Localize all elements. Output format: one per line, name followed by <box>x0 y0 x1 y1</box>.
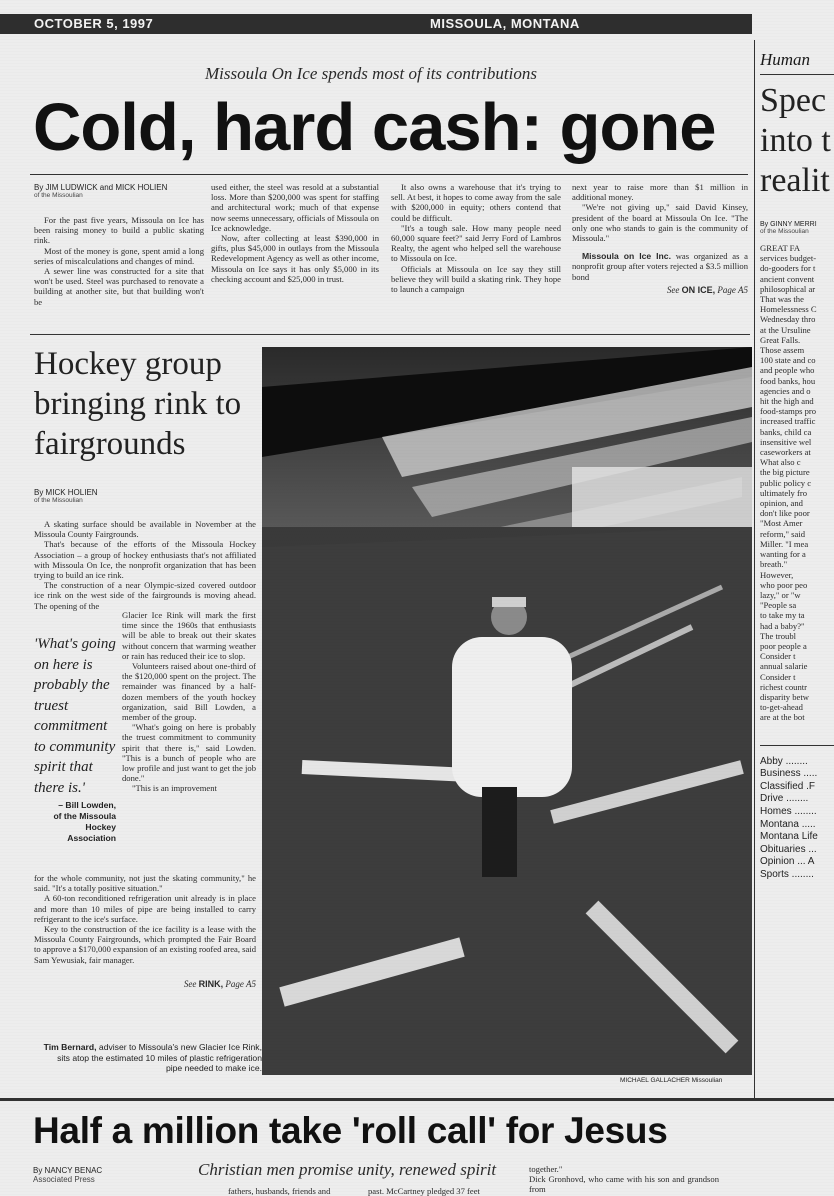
index-item: Sports ........ <box>760 868 814 880</box>
paragraph-rest: was organized as a nonprofit group after voters rejected a $3.5 million bond <box>572 251 749 282</box>
index-item: Homes ........ <box>760 805 817 817</box>
sidebar-text-line: Miller. "I mea <box>760 538 809 549</box>
sidebar-text-line: do-gooders for t <box>760 263 816 274</box>
sidebar-section-label: Human <box>760 50 811 69</box>
paragraph: "What's going on here is probably the truest commitment to community spirit that there is," said Lowden. "This is a bunch of people who are low profile and just want to get the job done." <box>122 722 256 784</box>
paragraph: next year to raise more than $1 million in additional money. <box>572 182 748 203</box>
sidebar-text-line: food banks, hou <box>760 375 816 386</box>
sidebar-text-line: lazy," or "w <box>760 589 801 600</box>
sidebar-column <box>760 50 834 1100</box>
sidebar-text-line: Homelessness C <box>760 304 817 315</box>
sidebar-text-line: That was the <box>760 294 804 305</box>
lead-column-1 <box>34 183 204 307</box>
sidebar-text-line: increased traffic <box>760 416 816 427</box>
sidebar-text-line: Wednesday thro <box>760 314 816 325</box>
sidebar-text-line: ultimately fro <box>760 487 808 498</box>
sidebar-text-line: 100 state and co <box>760 355 816 366</box>
paragraph: Now, after collecting at least $390,000 in gifts, plus $45,000 in outlays from the Missoula Redevelopment Agency as well as other income, Missoula on Ice says it has only $5,000 in its checking account and $25,000 in trust. <box>211 233 379 284</box>
bottom-headline: Half a million take 'roll call' for Jesus <box>33 1110 668 1151</box>
sidebar-text-line: had a baby?" <box>760 620 805 631</box>
sidebar-text-line: breath." <box>760 559 788 570</box>
sidebar-text-line: disparity betw <box>760 691 809 702</box>
paragraph: A skating surface should be available in November at the Missoula County Fairgrounds. <box>34 519 256 540</box>
paragraph: Key to the construction of the ice facility is a lease with the Missoula County Fairgrounds, which prompted the Fair Board to approve a $170,000 expansion of an existing roofed area, said Sam Yewusiak, fair manager. <box>34 924 256 965</box>
sidebar-text-line: Those assem <box>760 345 805 356</box>
sidebar-text-line: annual salarie <box>760 661 808 672</box>
sidebar-text-line: are at the bot <box>760 712 805 723</box>
paragraph: A 60-ton reconditioned refrigeration unit already is in place and more than 10 miles of pipe are being installed to carry refrigerant to the ice's surface. <box>34 893 256 924</box>
sidebar-text-line: richest countr <box>760 681 808 692</box>
paragraph: A sewer line was constructed for a site that won't be used. Steel was purchased to renovate a building at another site, but that building won't be <box>34 266 204 307</box>
index-item: Business ..... <box>760 768 818 780</box>
paragraph: That's because of the efforts of the Missoula Hockey Association – a group of hockey enthusiasts that's not affiliated with Missoula On Ice, the nonprofit organization that has been trying to build an ice rink. <box>34 539 256 581</box>
sidebar-text-line: However, <box>760 569 794 580</box>
sidebar-text-line: The troubl <box>760 630 797 641</box>
lead-headline: Cold, hard cash: gone <box>33 90 716 165</box>
paragraph: "It's a tough sale. How many people need 60,000 square feet?" said Jerry Ford of Lambros Realty, the agent who helped sell the warehouse to Missoula on Ice. <box>391 222 561 264</box>
sidebar-text-line: insensitive wel <box>760 436 812 447</box>
city-label: MISSOULA, MONTANA <box>430 16 580 31</box>
sidebar-text-line: Consider t <box>760 651 796 662</box>
sidebar-text-line: public policy c <box>760 477 812 488</box>
paragraph: for the whole community, not just the skating community," he said. "It's a totally positive situation." <box>34 873 256 894</box>
index-item: Opinion ... A <box>760 856 815 868</box>
sidebar-text-line: wanting for a <box>760 549 806 560</box>
paragraph: "This is an improvement <box>132 783 217 794</box>
divider <box>30 334 750 335</box>
issue-date: OCTOBER 5, 1997 <box>34 16 154 31</box>
index-item: Abby ........ <box>760 755 808 767</box>
sidebar-text-line: agencies and o <box>760 385 811 396</box>
index-item: Montana ..... <box>760 818 816 830</box>
sidebar-text-line: services budget- <box>760 253 817 264</box>
sidebar-text-line: who poor peo <box>760 579 808 590</box>
index-item: Obituaries ... <box>760 843 817 855</box>
bottom-text-fragment: Dick Gronhovd, who came with his son and grandson from <box>529 1174 719 1195</box>
paragraph: Officials at Missoula on Ice say they still believe they will build a skating rink. They hope to launch a campaign <box>391 263 561 295</box>
sidebar-text-line: What also c <box>760 457 801 468</box>
sidebar-text-line: Consider t <box>760 671 796 682</box>
sidebar-text-line: don't like poor <box>760 508 810 519</box>
rink-affiliation: of the Missoulian <box>34 497 83 504</box>
sidebar-text-line: philosophical ar <box>760 283 816 294</box>
sidebar-text-line: "Most Amer <box>760 518 803 529</box>
rink-narrow-text <box>122 610 256 794</box>
paragraph: Most of the money is gone, spent amid a long series of miscalculations and changes of mind. <box>34 245 204 266</box>
sidebar-headline-line: into t <box>760 122 831 159</box>
jump-line[interactable]: See ON ICE, Page A5 <box>666 284 748 295</box>
sidebar-text-line: opinion, and <box>760 498 803 509</box>
sidebar-text-line: poor people a <box>760 640 807 651</box>
rink-top-text <box>34 519 256 611</box>
lead-affiliation: of the Missoulian <box>34 192 83 199</box>
sidebar-text-line: at the Ursuline <box>760 324 811 335</box>
paragraph: "We're not giving up," said David Kinsey, president of the board at Missoula On Ice. "The only one who stands to gain is the community of Missoula." <box>572 202 748 244</box>
divider <box>0 1098 834 1101</box>
sidebar-text-line: GREAT FA <box>760 243 801 253</box>
bottom-byline: By NANCY BENAC <box>33 1166 103 1175</box>
sidebar-text-line: "People sa <box>760 600 797 611</box>
bottom-affiliation: Associated Press <box>33 1175 95 1184</box>
sidebar-affiliation: of the Missoulian <box>760 228 809 235</box>
rink-bottom-text <box>34 873 256 989</box>
index-box <box>760 756 834 882</box>
index-item: Drive ........ <box>760 793 809 805</box>
rink-byline-block <box>34 488 256 504</box>
paragraph: For the past five years, Missoula on Ice has been raising money to build a public skating rink. <box>34 215 204 246</box>
column-divider <box>754 40 755 1100</box>
photo-illustration <box>262 347 752 1075</box>
index-item: Montana Life <box>760 831 818 843</box>
sidebar-text-line: and people who <box>760 365 815 376</box>
paragraph: The construction of a near Olympic-sized covered outdoor ice rink on the west side of the fairgrounds is moving ahead. The opening of the <box>34 580 256 611</box>
divider <box>30 174 748 175</box>
sidebar-headline-line: realit <box>760 162 830 199</box>
sidebar-text-line: to-get-ahead <box>760 702 803 713</box>
bottom-text-fragment: together." <box>529 1164 563 1174</box>
jump-line[interactable]: See RINK, Page A5 <box>183 978 256 989</box>
rink-byline: By MICK HOLIEN <box>34 488 98 497</box>
bottom-text-fragment: past. McCartney pledged 37 feet <box>368 1186 480 1196</box>
sidebar-text-line: hit the high and <box>760 396 814 407</box>
sidebar-text-line: the big picture <box>760 467 810 478</box>
bold-lead: Missoula on Ice Inc. <box>582 251 671 262</box>
sidebar-text-line: to take my ta <box>760 610 805 621</box>
lead-column-4 <box>572 182 748 295</box>
paragraph: Volunteers raised about one-third of the $120,000 spent on the project. The remainder was financed by a half-dozen members of the youth hockey organization, said Bill Lowden, a member of the group. <box>122 661 256 723</box>
sidebar-text-line: food-stamps pro <box>760 406 817 417</box>
ice-rink-photo <box>262 347 752 1075</box>
sidebar-byline: By GINNY MERRI <box>760 221 817 228</box>
pull-quote: 'What's going on here is probably the truest commitment to community spirit that there is.' <box>34 636 116 796</box>
sidebar-text-line: banks, child ca <box>760 426 812 437</box>
lead-column-3 <box>391 182 561 294</box>
paragraph: It also owns a warehouse that it's trying to sell. At best, it hopes to come away from the sale with $200,000 in equity; others contend that could be difficult. <box>391 182 561 223</box>
sidebar-text-line: reform," said <box>760 528 806 539</box>
sidebar-text-line: ancient convent <box>760 273 815 284</box>
bottom-kicker: Christian men promise unity, renewed spirit <box>198 1160 497 1179</box>
lead-column-2 <box>211 182 379 284</box>
sidebar-text <box>760 243 834 723</box>
pull-quote-credit: – Bill Lowden, of the Missoula Hockey Association <box>53 800 116 843</box>
index-item: Classified .F <box>760 780 816 792</box>
paragraph: Glacier Ice Rink will mark the first time since the 1960s that enthusiasts will be able to break out their skates without concern that warming weather or rain has reduced their ice to slop. <box>122 610 256 661</box>
rink-headline: Hockey group bringing rink to fairgrounds <box>34 346 242 462</box>
bottom-byline-block <box>33 1166 102 1184</box>
sidebar-text-line: caseworkers at <box>760 447 811 458</box>
lead-byline: By JIM LUDWICK and MICK HOLIEN <box>34 183 168 192</box>
dateline-bar <box>0 14 752 34</box>
paragraph: used either, the steel was resold at a substantial loss. More than $200,000 was spent for staffing and architectural work; much of that expense now seems unnecessary, officials of Missoula on Ice acknowledge. <box>211 182 379 233</box>
bottom-text-fragment: fathers, husbands, friends and <box>228 1186 331 1196</box>
sidebar-headline-line: Spec <box>760 82 827 119</box>
photo-credit: MICHAEL GALLACHER Missoulian <box>620 1077 723 1084</box>
photo-caption: Tim Bernard, adviser to Missoula's new Glacier Ice Rink, sits atop the estimated 10 miles of plastic refrigeration pipe needed to make ice. <box>43 1042 262 1074</box>
lead-kicker: Missoula On Ice spends most of its contributions <box>205 64 537 83</box>
sidebar-text-line: Great Falls. <box>760 334 801 345</box>
